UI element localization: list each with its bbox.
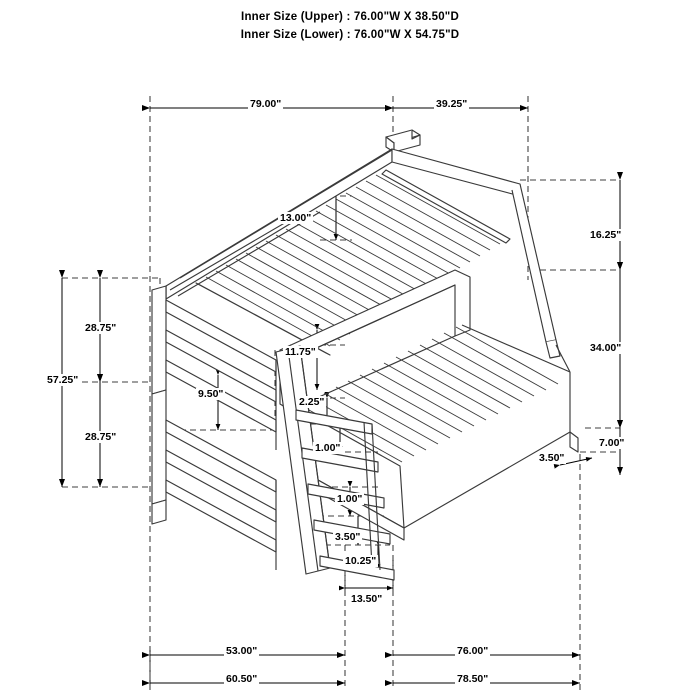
dim-ladder-top: 11.75" bbox=[285, 346, 316, 358]
dimension-lines bbox=[62, 108, 620, 683]
inner-size-upper-label: Inner Size (Upper) : 76.00"W X 38.50"D bbox=[241, 11, 459, 23]
dim-step2: 1.00" bbox=[337, 493, 363, 505]
dim-step-depth: 10.25" bbox=[345, 555, 377, 567]
dim-right-foot: 3.50" bbox=[539, 452, 565, 464]
dim-headboard: 9.50" bbox=[198, 388, 224, 400]
inner-size-lower-label: Inner Size (Lower) : 76.00"W X 54.75"D bbox=[240, 29, 460, 41]
dim-right-mid: 34.00" bbox=[590, 342, 622, 354]
bed-outline bbox=[152, 130, 578, 580]
dim-left-lower: 28.75" bbox=[85, 431, 117, 443]
dim-right-upper: 16.25" bbox=[590, 229, 622, 241]
dim-left-upper: 28.75" bbox=[85, 322, 117, 334]
dim-bottom-outer-left: 60.50" bbox=[226, 673, 258, 685]
dim-bottom-outer-right: 78.50" bbox=[457, 673, 489, 685]
dim-top-left: 79.00" bbox=[250, 98, 282, 110]
dim-step3: 3.50" bbox=[335, 531, 361, 543]
dim-top-right: 39.25" bbox=[436, 98, 468, 110]
dim-ladder-gap: 2.25" bbox=[299, 396, 325, 408]
dim-bottom-right: 76.00" bbox=[457, 645, 489, 657]
dim-bottom-left: 53.00" bbox=[226, 645, 258, 657]
dim-step1: 1.00" bbox=[315, 442, 341, 454]
dim-left-total: 57.25" bbox=[47, 374, 79, 386]
dim-right-lower: 7.00" bbox=[599, 437, 625, 449]
dim-upper-guard: 13.00" bbox=[280, 212, 312, 224]
dim-ladder-width: 13.50" bbox=[351, 593, 383, 605]
